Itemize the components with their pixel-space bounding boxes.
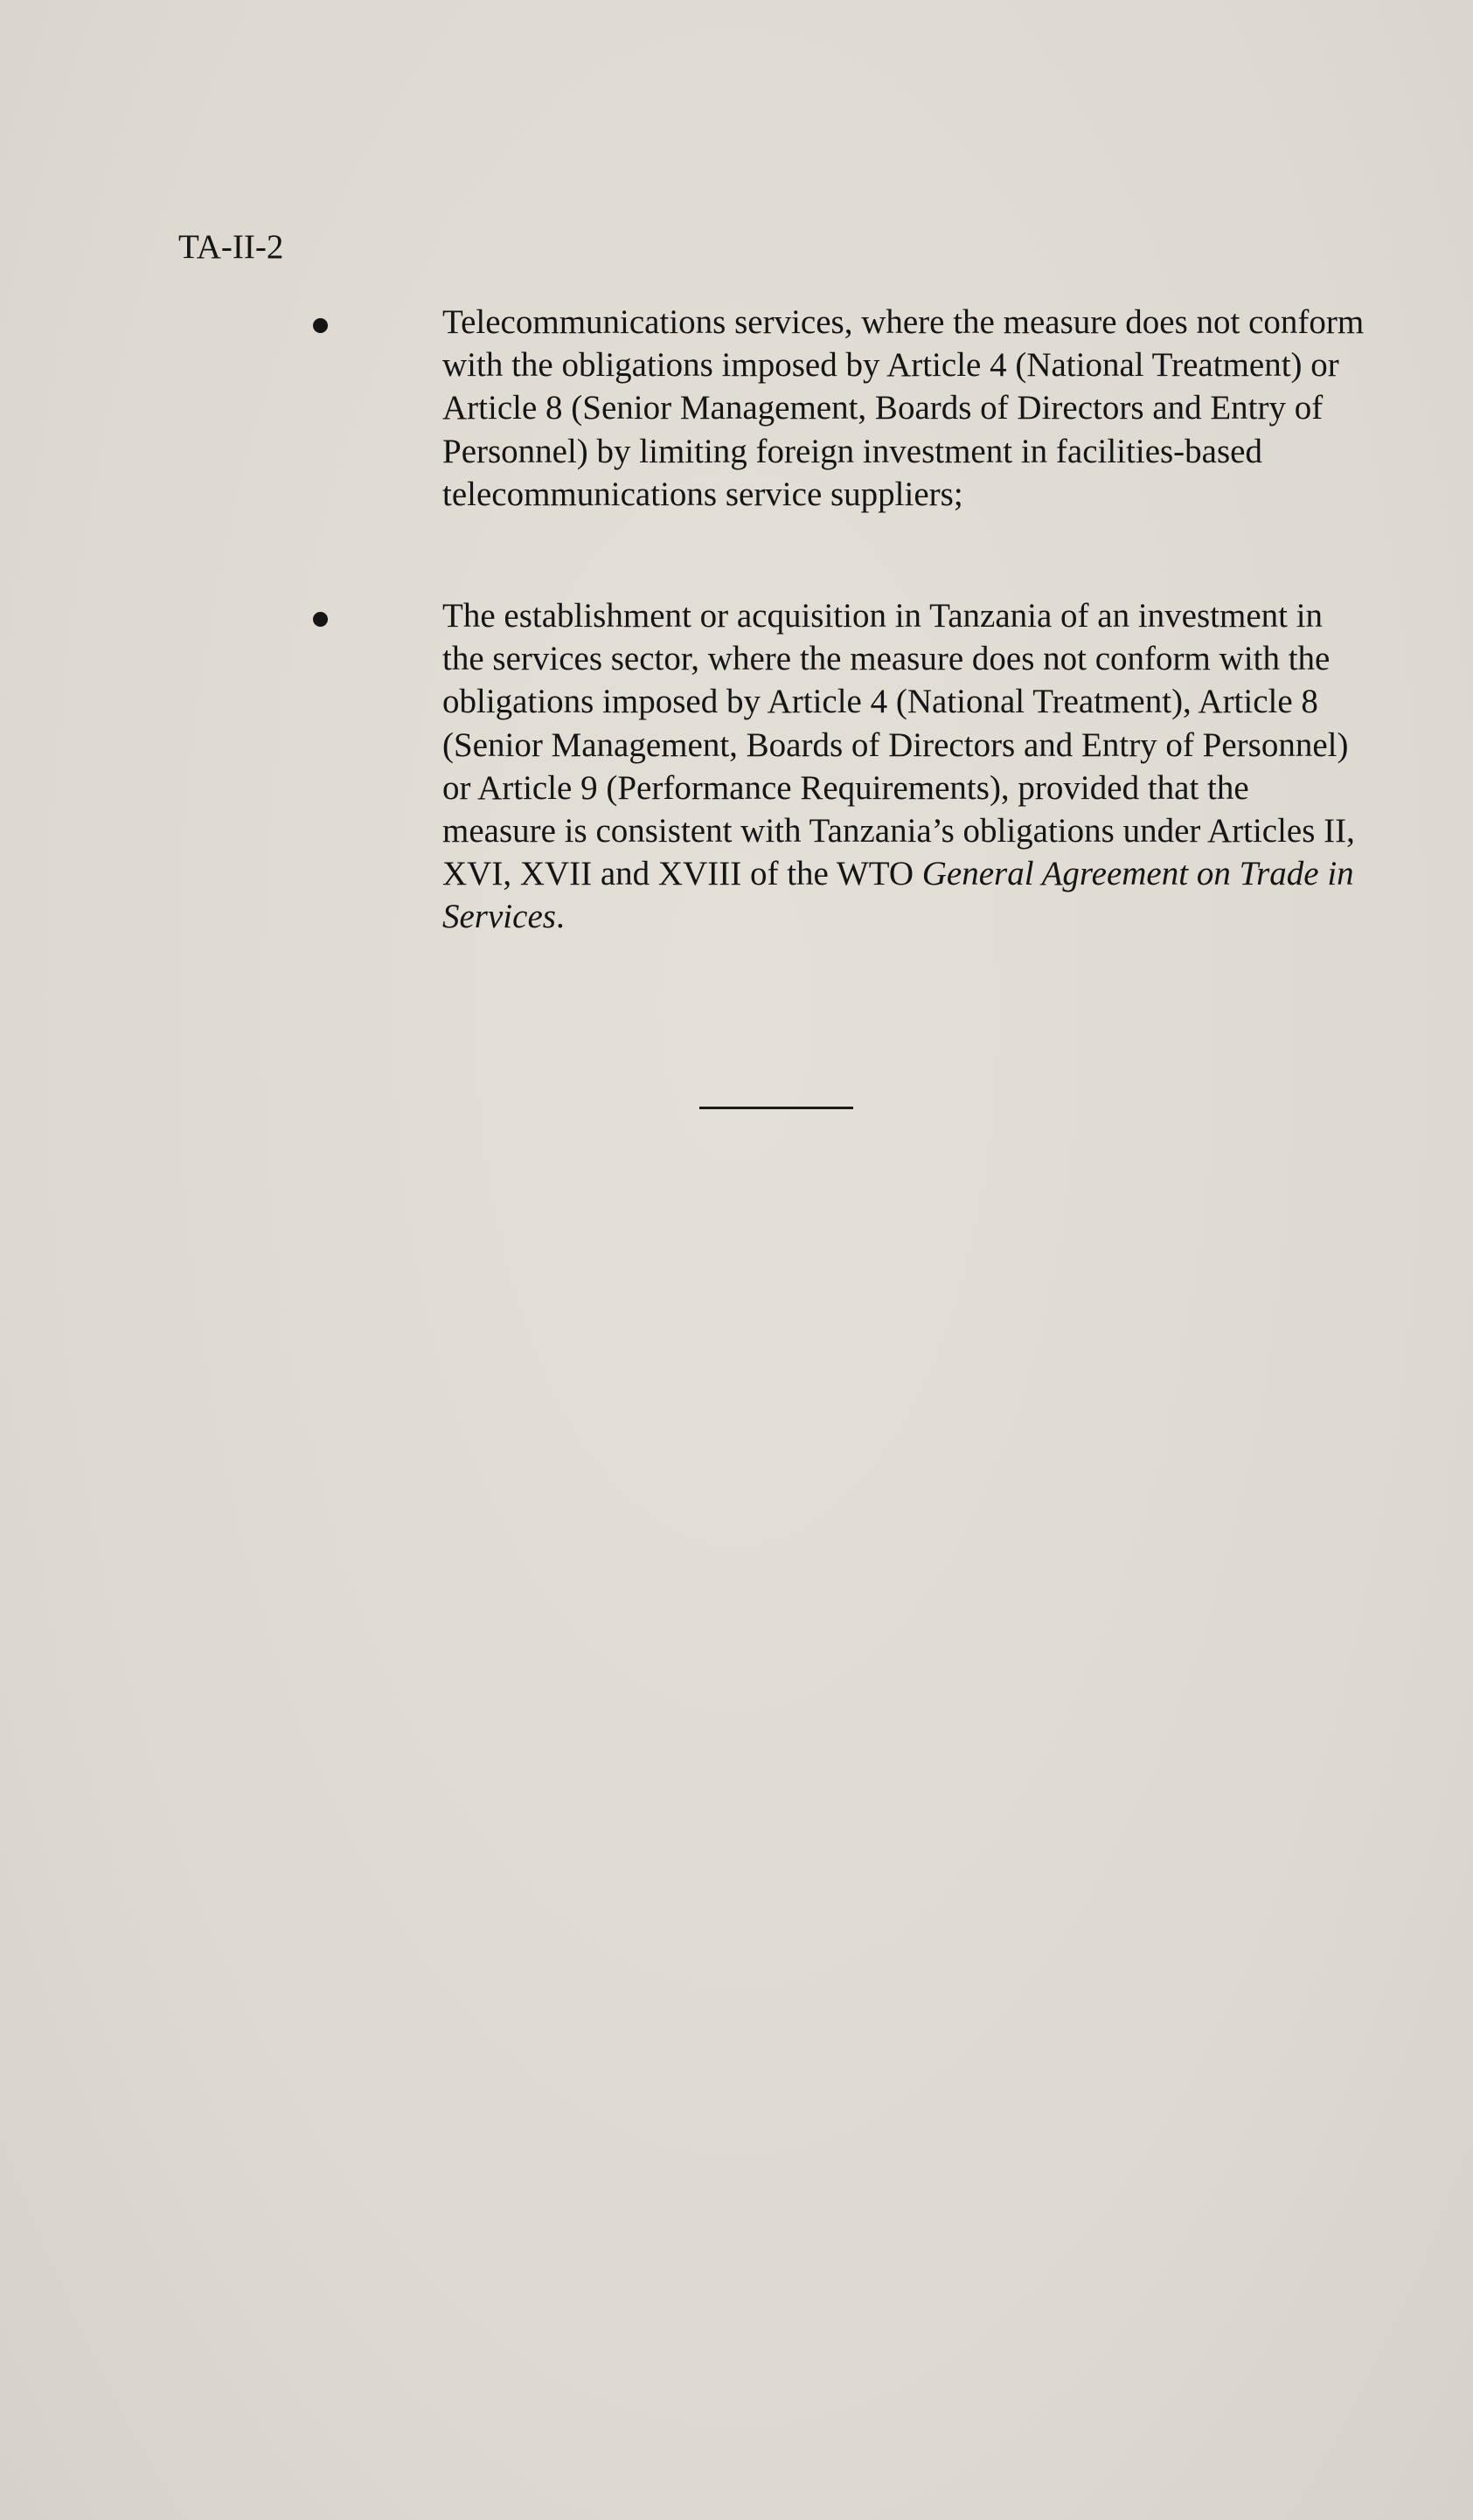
list-item-text: Telecommunications services, where the measure does not conform with the obligations imposed by Article 4 (National Treatment) or Article 8 (Senior Management, Boards of Directors and Entry of Personnel) by limiting foreign investment in facilities-based telecommunications service suppliers;: [442, 303, 1365, 513]
bullet-icon: [313, 318, 328, 333]
list-item-text-end: .: [555, 898, 565, 936]
page-identifier: TA-II-2: [178, 228, 284, 266]
section-end-rule: [699, 1107, 853, 1109]
list-item-text: [442, 594, 1369, 939]
agreement-title: General Agreement on Trade in Services: [442, 855, 1354, 936]
list-item-text-main: The establishment or acquisition in Tanzania of an investment in the services sector, where the measure does not conform with the obligations imposed by Article 4 (National Treatment), Article 8 (Senior Management, Boards of Directors and Entry of Personnel) or Article 9 (Performance Requirements), provided that the measure is consistent with Tanzania’s obligations under Articles II, XVI, XVII and XVIII of the WTO: [442, 597, 1355, 893]
bullet-icon: [313, 612, 328, 627]
